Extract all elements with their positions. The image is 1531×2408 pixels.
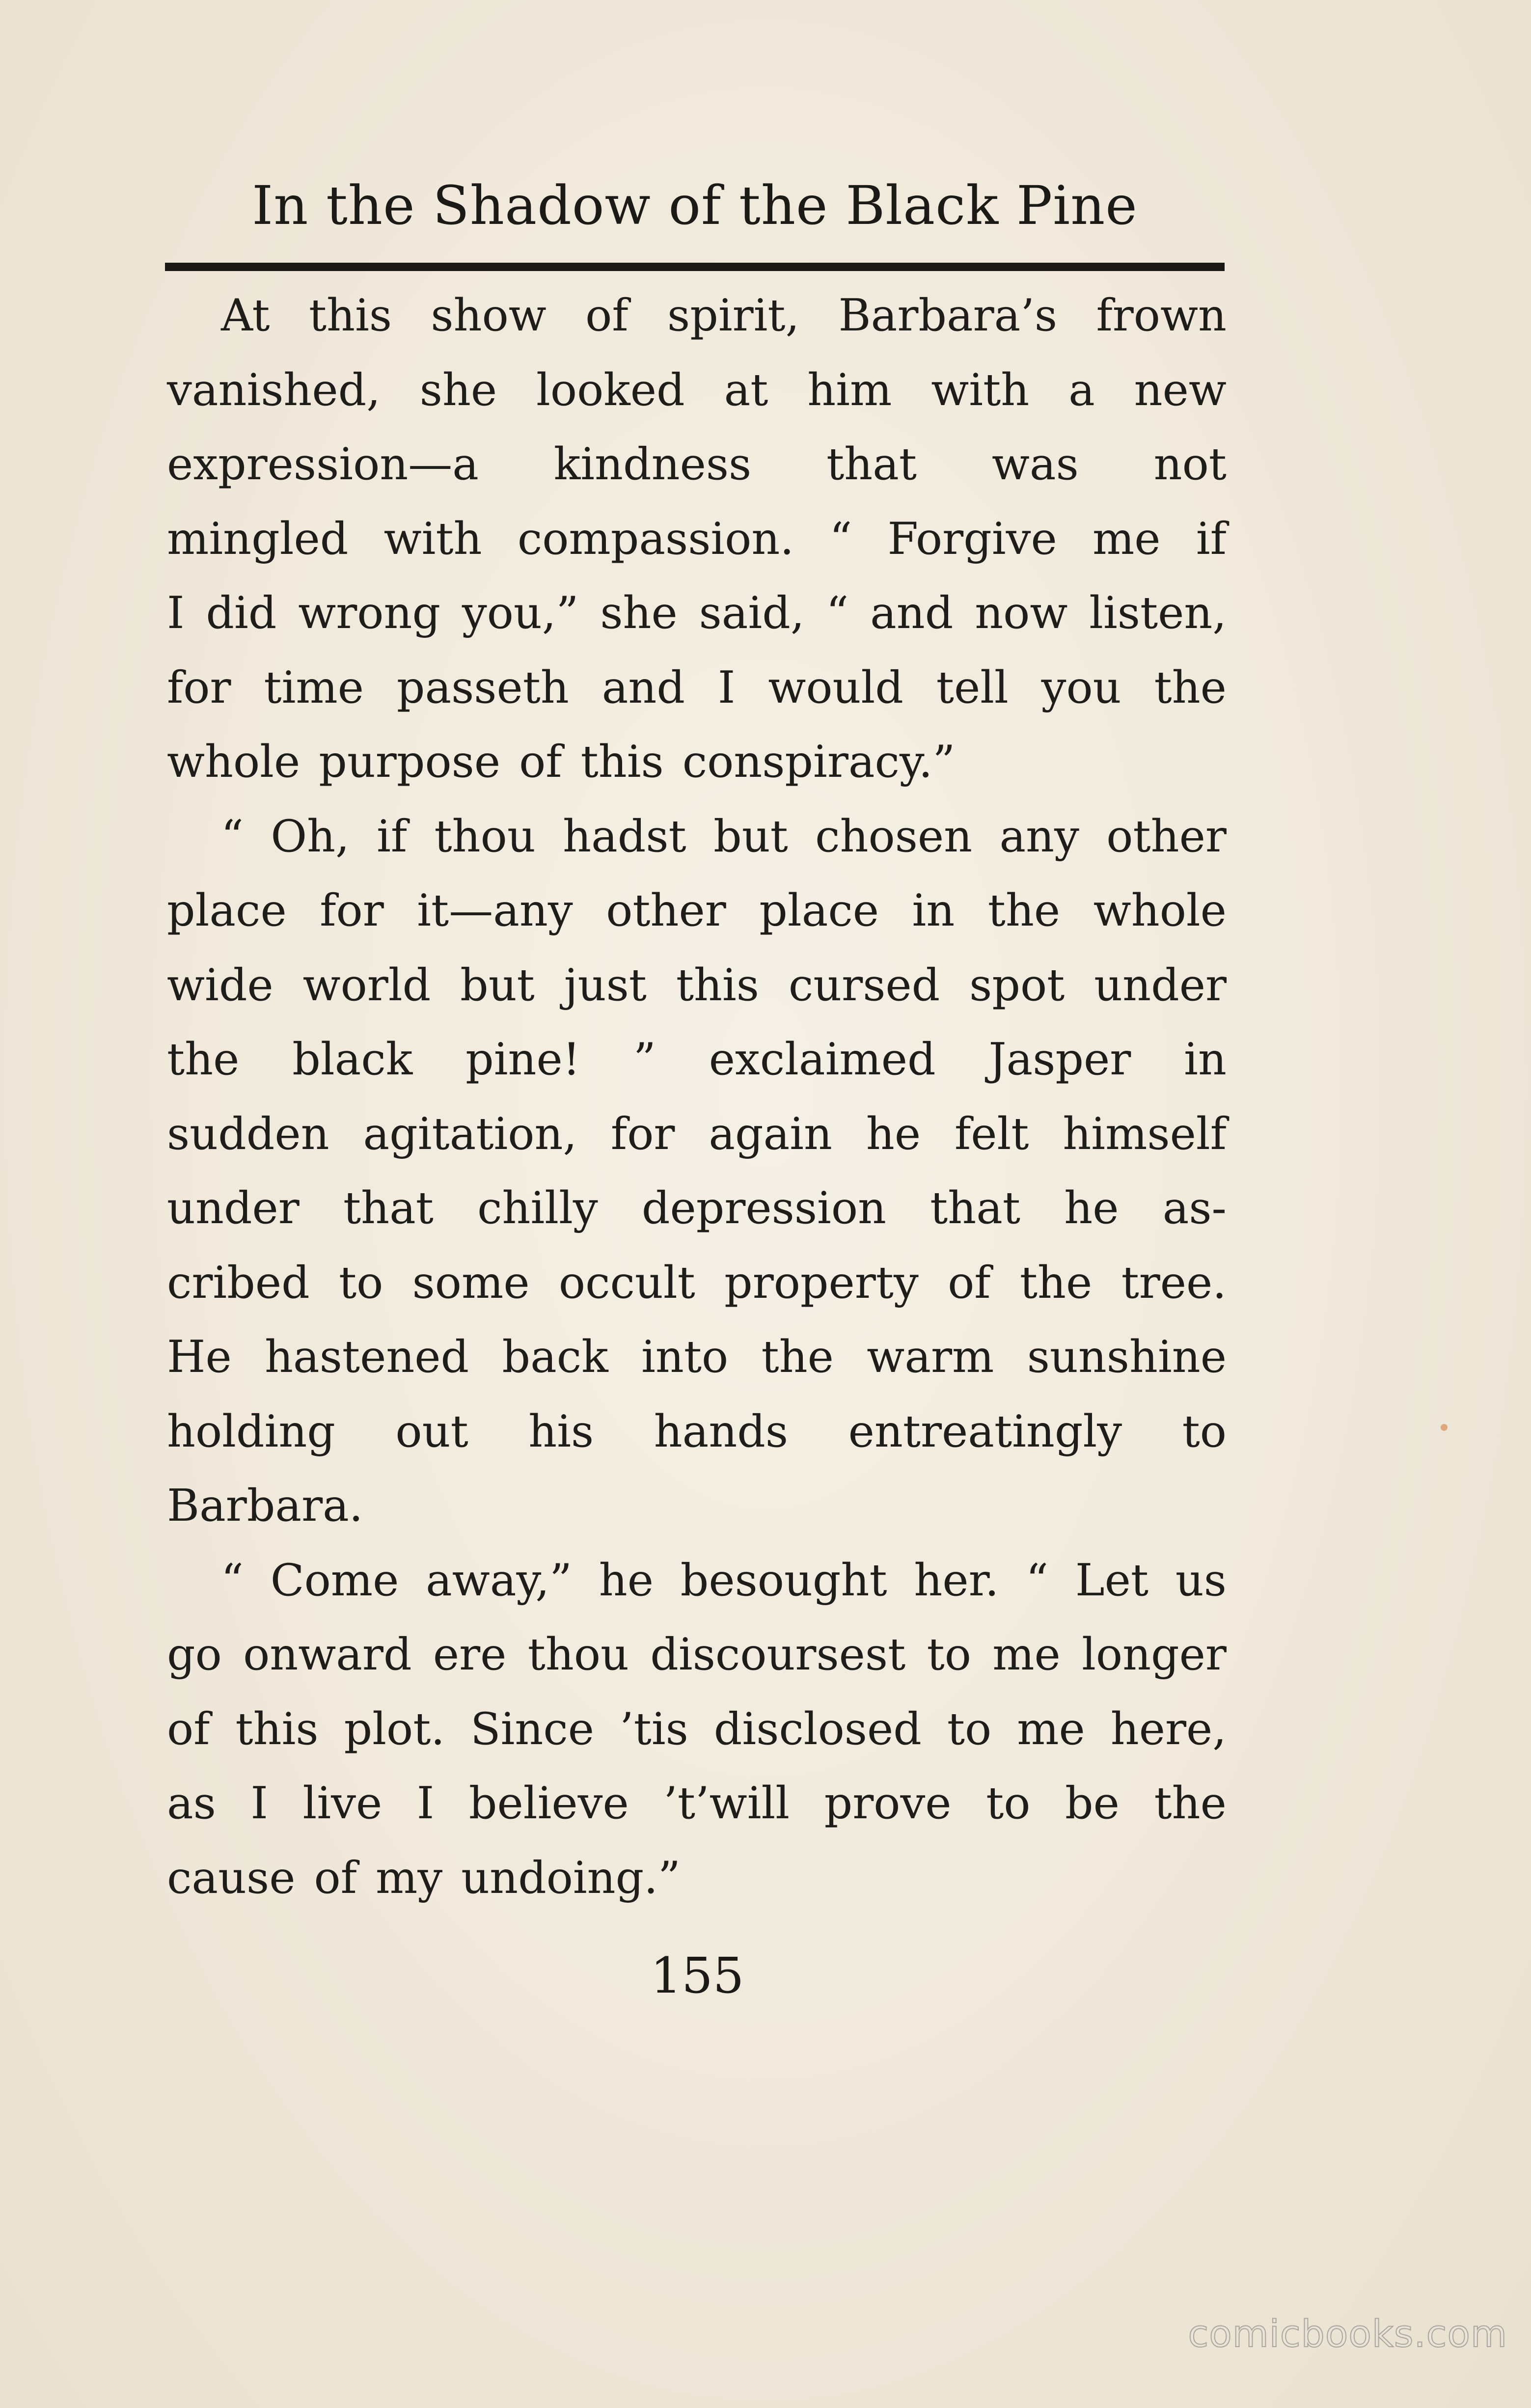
text-line: whole purpose of this conspiracy.” [167,736,956,788]
text-line: vanished, she looked at him with a new [167,364,1227,416]
page-number: 155 [650,1947,744,2004]
running-head: In the Shadow of the Black Pine [252,174,1138,237]
text-line: the black pine! ” exclaimed Jasper in [167,1034,1227,1085]
text-line: wide world but just this cursed spot under [167,959,1227,1011]
text-line: of this plot. Since ’tis disclosed to me here, [167,1703,1227,1755]
header-rule [165,263,1225,271]
text-line: holding out his hands entreatingly to [167,1405,1227,1457]
text-line: I did wrong you,” she said, “ and now listen, [167,587,1227,639]
text-line: Barbara. [167,1480,363,1532]
body-text [167,278,1227,1915]
text-line: sudden agitation, for again he felt himself [167,1108,1227,1160]
text-line: At this show of spirit, Barbara’s frown [221,290,1227,341]
text-line: for time passeth and I would tell you the [167,661,1227,713]
text-line: “ Oh, if thou hadst but chosen any other [221,810,1227,862]
paper-speck [1441,1424,1448,1431]
text-line: “ Come away,” he besought her. “ Let us [221,1554,1227,1606]
text-line: under that chilly depression that he as- [167,1182,1227,1234]
text-line: He hastened back into the warm sunshine [167,1331,1227,1383]
text-line: as I live I believe ’t’will prove to be the [167,1778,1227,1829]
watermark: comicbooks.com [1188,2312,1507,2355]
text-line: place for it—any other place in the whole [167,885,1227,936]
text-line: expression—a kindness that was not [167,438,1227,490]
text-line: cause of my undoing.” [167,1852,681,1904]
text-line: mingled with compassion. “ Forgive me if [167,513,1227,565]
text-line: go onward ere thou discoursest to me longer [167,1629,1227,1680]
text-line: cribed to some occult property of the tree. [167,1257,1227,1309]
